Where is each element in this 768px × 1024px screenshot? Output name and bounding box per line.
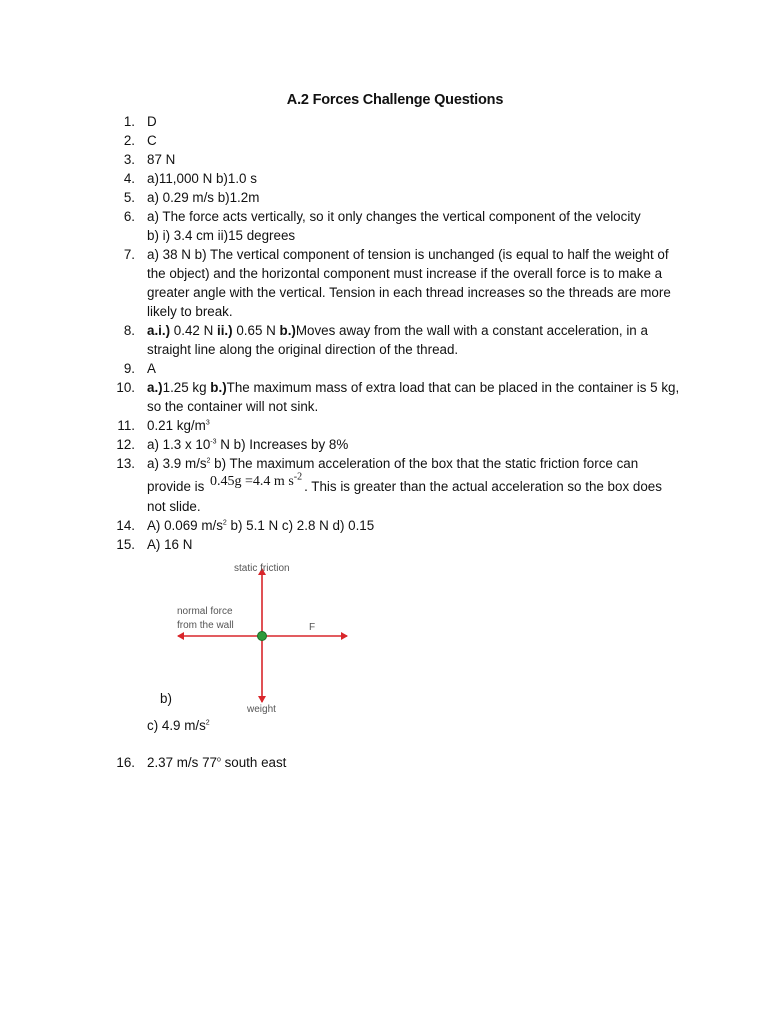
answer-2: [110, 131, 680, 150]
static-friction-label: static friction: [234, 563, 290, 574]
equation-text: 0.45g =4.4 m s: [210, 474, 294, 489]
force-arrows: [161, 556, 351, 716]
item-number: 7.: [123, 247, 135, 262]
answer-8: [110, 321, 680, 359]
answer-value: not slide.: [147, 499, 201, 514]
part-value: 0.65 N: [232, 323, 280, 338]
part-label: b.): [279, 323, 296, 338]
item-number: 13.: [116, 456, 135, 471]
superscript: 2: [222, 519, 227, 527]
part-value: 1.25 kg: [162, 380, 211, 395]
item-number: 2.: [123, 133, 135, 148]
spacer: [110, 735, 680, 753]
superscript: -3: [210, 438, 217, 446]
superscript: 3: [205, 419, 210, 427]
item-number: 12.: [116, 437, 135, 452]
answer-text: [135, 416, 680, 435]
part-b-label: b): [160, 691, 172, 706]
answer-text: 87 N: [147, 152, 176, 167]
answer-value: b) 5.1 N c) 2.8 N d) 0.15: [226, 518, 375, 533]
answer-value: N b) Increases by 8%: [216, 437, 349, 452]
superscript: 2: [206, 457, 211, 465]
answer-value: a) 1.3 x 10: [147, 437, 211, 452]
answer-4: [110, 169, 680, 188]
answer-6: [110, 207, 680, 245]
answer-text: [135, 535, 680, 735]
force-f-label: F: [309, 622, 316, 633]
answer-text: [135, 207, 680, 245]
answer-text: D: [147, 114, 157, 129]
item-number: 5.: [123, 190, 135, 205]
item-number: 4.: [123, 171, 135, 186]
item-number: 11.: [117, 418, 135, 433]
answer-9: [110, 359, 680, 378]
answer-value: 0.21 kg/m: [147, 418, 206, 433]
answer-text: [135, 454, 680, 516]
answer-5: [110, 188, 680, 207]
item-number: 3.: [123, 152, 135, 167]
answer-text: C: [147, 133, 157, 148]
part-value: Moves away from the wall with a constant acceleration, in a straight line along the original direction of the thread.: [147, 323, 648, 357]
answer-13: [110, 454, 680, 516]
item-number: 1.: [123, 114, 135, 129]
answer-value: . This is greater than the actual acceleration so the box does: [304, 479, 662, 494]
answer-text: [135, 321, 680, 359]
answer-value: A) 0.069 m/s: [147, 518, 223, 533]
answer-text: [135, 753, 680, 772]
item-number: 16.: [116, 755, 135, 770]
item-number: 10.: [116, 380, 135, 395]
answer-15: [110, 535, 680, 735]
item-number: 8.: [123, 323, 135, 338]
page-title: A.2 Forces Challenge Questions: [286, 92, 504, 108]
answer-text: a)11,000 N b)1.0 s: [147, 171, 257, 186]
force-diagram: [161, 556, 351, 716]
part-label: a.i.): [147, 323, 171, 338]
item-number: 14.: [116, 518, 135, 533]
object-dot: [258, 632, 267, 641]
answer-1: [110, 112, 680, 131]
answer-text: a) 38 N b) The vertical component of tension is unchanged (is equal to half the weight of the object) and the horizontal component must increase if the overall force is to make a greater angle with the vertical. Tension in each thread increases so the threads are more likely to break.: [147, 247, 671, 319]
answer-value: a) 3.9 m/s: [147, 456, 207, 471]
part-label: ii.): [216, 323, 233, 338]
equation-exponent: -2: [293, 471, 303, 483]
item-number: 15.: [116, 537, 135, 552]
item-number: 9.: [123, 361, 135, 376]
answer-3: [110, 150, 680, 169]
item-number: 6.: [123, 209, 135, 224]
answer-11: [110, 416, 680, 435]
weight-label: weight: [247, 704, 276, 715]
answer-value: c) 4.9 m/s: [147, 718, 206, 733]
part-value: The maximum mass of extra load that can be placed in the container is 5 kg, so the container will not sink.: [147, 380, 680, 414]
answer-text: [135, 435, 680, 454]
answer-14: [110, 516, 680, 535]
answer-text: a) 0.29 m/s b)1.2m: [147, 190, 260, 205]
answer-value: 2.37 m/s 77: [147, 755, 217, 770]
answer-text: [135, 378, 680, 416]
normal-force-label-2: from the wall: [177, 620, 234, 631]
answer-7: [110, 245, 680, 321]
answer-value: provide is: [147, 479, 209, 494]
answer-value: A) 16 N: [147, 537, 193, 552]
answer-value: b) The maximum acceleration of the box that the static friction force can: [210, 456, 639, 471]
superscript: o: [216, 756, 221, 764]
part-label: b.): [210, 380, 227, 395]
part-label: a.): [147, 380, 163, 395]
answer-text: [135, 516, 680, 535]
part-value: 0.42 N: [170, 323, 217, 338]
answer-list: [110, 112, 680, 772]
answer-line: b) i) 3.4 cm ii)15 degrees: [147, 228, 296, 243]
answer-16: [110, 753, 680, 772]
answer-text: A: [147, 361, 156, 376]
equation: [210, 471, 303, 489]
answer-12: [110, 435, 680, 454]
superscript: 2: [205, 719, 210, 727]
answer-value: south east: [220, 755, 287, 770]
normal-force-label-1: normal force: [177, 606, 233, 617]
answer-10: [110, 378, 680, 416]
answer-line: a) The force acts vertically, so it only changes the vertical component of the velocity: [147, 209, 641, 224]
